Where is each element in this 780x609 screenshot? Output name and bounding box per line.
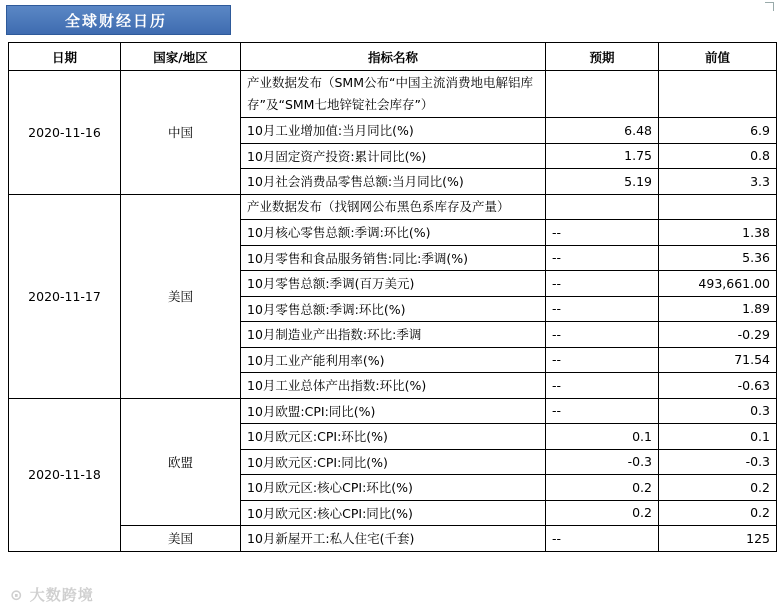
calendar-title: 全球财经日历 [6, 5, 231, 35]
country-cell: 中国 [121, 71, 241, 195]
previous-value-cell: -0.63 [659, 373, 777, 399]
previous-value-cell: 125 [659, 526, 777, 552]
table-row [9, 194, 777, 220]
forecast-cell: -- [546, 373, 659, 399]
country-cell: 欧盟 [121, 398, 241, 526]
corner-marker [765, 2, 774, 11]
indicator-name-cell: 10月工业产能利用率(%) [241, 347, 546, 373]
indicator-name-cell: 10月工业总体产出指数:环比(%) [241, 373, 546, 399]
previous-value-cell: -0.3 [659, 449, 777, 475]
economic-calendar-table [8, 42, 777, 552]
date-cell: 2020-11-17 [9, 194, 121, 398]
previous-value-cell: 1.89 [659, 296, 777, 322]
indicator-name-cell: 10月欧元区:核心CPI:环比(%) [241, 475, 546, 501]
forecast-cell: -- [546, 296, 659, 322]
previous-value-cell [659, 194, 777, 220]
forecast-cell: -- [546, 245, 659, 271]
indicator-name-cell: 10月零售和食品服务销售:同比:季调(%) [241, 245, 546, 271]
forecast-cell: -- [546, 322, 659, 348]
forecast-cell: -- [546, 271, 659, 297]
calendar-body [9, 71, 777, 552]
previous-value-cell [659, 71, 777, 118]
forecast-cell: -- [546, 347, 659, 373]
previous-value-cell: 0.1 [659, 424, 777, 450]
forecast-cell: 0.2 [546, 500, 659, 526]
table-row [9, 526, 777, 552]
forecast-cell: -0.3 [546, 449, 659, 475]
previous-value-cell: -0.29 [659, 322, 777, 348]
indicator-name-cell: 10月新屋开工:私人住宅(千套) [241, 526, 546, 552]
previous-value-cell: 5.36 [659, 245, 777, 271]
previous-value-cell: 0.2 [659, 475, 777, 501]
forecast-cell [546, 71, 659, 118]
column-header-indicator: 指标名称 [241, 43, 546, 71]
country-cell: 美国 [121, 194, 241, 398]
indicator-name-cell: 产业数据发布（找钢网公布黑色系库存及产量） [241, 194, 546, 220]
forecast-cell: -- [546, 220, 659, 246]
indicator-name-cell: 10月零售总额:季调:环比(%) [241, 296, 546, 322]
indicator-name-cell: 10月欧元区:核心CPI:同比(%) [241, 500, 546, 526]
previous-value-cell: 0.2 [659, 500, 777, 526]
forecast-cell: 6.48 [546, 118, 659, 144]
forecast-cell: 0.1 [546, 424, 659, 450]
column-header-country: 国家/地区 [121, 43, 241, 71]
forecast-cell: 0.2 [546, 475, 659, 501]
forecast-cell [546, 194, 659, 220]
indicator-name-cell: 产业数据发布（SMM公布“中国主流消费地电解铝库存”及“SMM七地锌锭社会库存”） [241, 71, 546, 118]
previous-value-cell: 3.3 [659, 169, 777, 195]
indicator-name-cell: 10月固定资产投资:累计同比(%) [241, 143, 546, 169]
column-header-forecast: 预期 [546, 43, 659, 71]
column-header-previous: 前值 [659, 43, 777, 71]
previous-value-cell: 6.9 [659, 118, 777, 144]
previous-value-cell: 0.8 [659, 143, 777, 169]
indicator-name-cell: 10月零售总额:季调(百万美元) [241, 271, 546, 297]
table-row [9, 71, 777, 118]
header-row [9, 43, 777, 71]
indicator-name-cell: 10月欧元区:CPI:环比(%) [241, 424, 546, 450]
indicator-name-cell: 10月工业增加值:当月同比(%) [241, 118, 546, 144]
column-header-date: 日期 [9, 43, 121, 71]
previous-value-cell: 71.54 [659, 347, 777, 373]
date-cell: 2020-11-18 [9, 398, 121, 551]
indicator-name-cell: 10月欧盟:CPI:同比(%) [241, 398, 546, 424]
indicator-name-cell: 10月制造业产出指数:环比:季调 [241, 322, 546, 348]
watermark-logo: ⊙ 大数跨境 [10, 586, 94, 604]
country-cell: 美国 [121, 526, 241, 552]
forecast-cell: 5.19 [546, 169, 659, 195]
previous-value-cell: 493,661.00 [659, 271, 777, 297]
forecast-cell: 1.75 [546, 143, 659, 169]
previous-value-cell: 0.3 [659, 398, 777, 424]
indicator-name-cell: 10月核心零售总额:季调:环比(%) [241, 220, 546, 246]
indicator-name-cell: 10月社会消费品零售总额:当月同比(%) [241, 169, 546, 195]
indicator-name-cell: 10月欧元区:CPI:同比(%) [241, 449, 546, 475]
table-row [9, 398, 777, 424]
date-cell: 2020-11-16 [9, 71, 121, 195]
forecast-cell: -- [546, 526, 659, 552]
previous-value-cell: 1.38 [659, 220, 777, 246]
forecast-cell: -- [546, 398, 659, 424]
